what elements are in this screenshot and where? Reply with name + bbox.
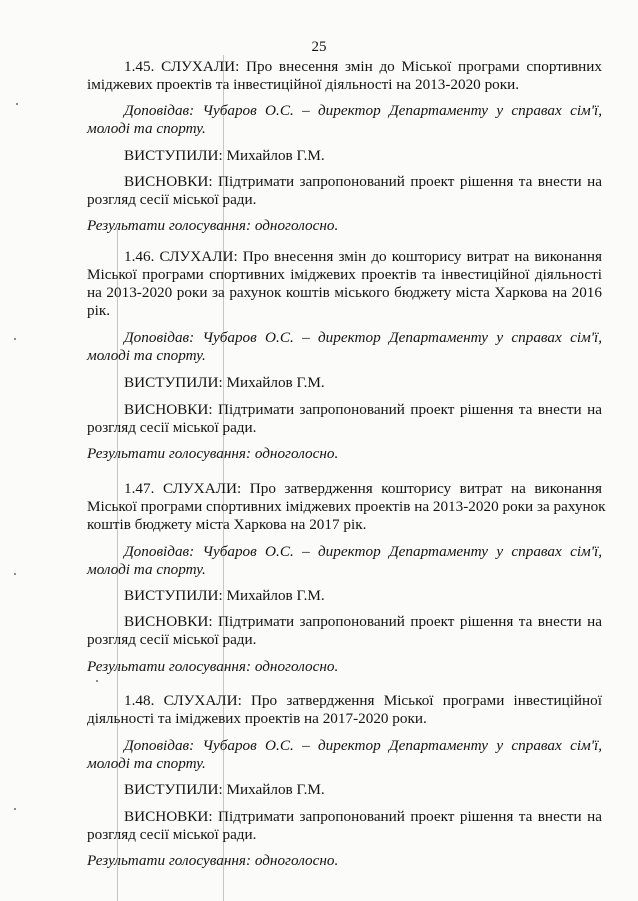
speakers-line: ВИСТУПИЛИ: Михайлов Г.М. (124, 781, 325, 798)
reporter-line: молоді та спорту. (87, 120, 206, 137)
reporter-line: Доповідав: Чубаров О.С. – директор Департаменту у справах сім'ї, (124, 102, 602, 119)
vote-result-line: Результати голосування: одноголосно. (87, 217, 339, 234)
speakers-line: ВИСТУПИЛИ: Михайлов Г.М. (124, 147, 325, 164)
heard-line: на 2013-2020 роки за рахунок коштів міського бюджету міста Харкова на 2016 (87, 284, 602, 301)
heard-line: рік. (87, 302, 110, 319)
speakers-line: ВИСТУПИЛИ: Михайлов Г.М. (124, 374, 325, 391)
heard-line: 1.45. СЛУХАЛИ: Про внесення змін до Міської програми спортивних (124, 58, 602, 75)
conclusion-line: розгляд сесії міської ради. (87, 826, 257, 843)
scan-artifact-dot (14, 573, 16, 575)
vote-result-line: Результати голосування: одноголосно. (87, 852, 339, 869)
scan-artifact-dot (14, 338, 16, 340)
conclusion-line: ВИСНОВКИ: Підтримати запропонований проект рішення та внести на (124, 613, 602, 630)
scan-artifact-dot (96, 680, 98, 682)
heard-line: 1.46. СЛУХАЛИ: Про внесення змін до кошторису витрат на виконання (124, 248, 602, 265)
speakers-line: ВИСТУПИЛИ: Михайлов Г.М. (124, 587, 325, 604)
reporter-line: молоді та спорту. (87, 347, 206, 364)
scan-artifact-dot (14, 808, 16, 810)
conclusion-line: розгляд сесії міської ради. (87, 419, 257, 436)
reporter-line: Доповідав: Чубаров О.С. – директор Департаменту у справах сім'ї, (124, 329, 602, 346)
scan-artifact-dot (16, 103, 18, 105)
heard-line: 1.48. СЛУХАЛИ: Про затвердження Міської програми інвестиційної (124, 692, 602, 709)
conclusion-line: ВИСНОВКИ: Підтримати запропонований проект рішення та внести на (124, 808, 602, 825)
page-number: 25 (311, 39, 327, 55)
conclusion-line: ВИСНОВКИ: Підтримати запропонований проект рішення та внести на (124, 173, 602, 190)
heard-line: іміджевих проектів та інвестиційної діяльності на 2013-2020 роки. (87, 76, 520, 93)
conclusion-line: ВИСНОВКИ: Підтримати запропонований проект рішення та внести на (124, 401, 602, 418)
vote-result-line: Результати голосування: одноголосно. (87, 445, 339, 462)
heard-line: Міської програми спортивних іміджевих проектів на 2013-2020 роки за рахунок (87, 498, 606, 515)
conclusion-line: розгляд сесії міської ради. (87, 191, 257, 208)
reporter-line: молоді та спорту. (87, 561, 206, 578)
heard-line: діяльності та іміджевих проектів на 2017-2020 роки. (87, 710, 427, 727)
reporter-line: Доповідав: Чубаров О.С. – директор Департаменту у справах сім'ї, (124, 737, 602, 754)
conclusion-line: розгляд сесії міської ради. (87, 631, 257, 648)
reporter-line: Доповідав: Чубаров О.С. – директор Департаменту у справах сім'ї, (124, 543, 602, 560)
reporter-line: молоді та спорту. (87, 755, 206, 772)
heard-line: Міської програми спортивних іміджевих проектів та інвестиційної діяльності (87, 266, 602, 283)
heard-line: коштів бюджету міста Харкова на 2017 рік. (87, 516, 367, 533)
vote-result-line: Результати голосування: одноголосно. (87, 658, 339, 675)
heard-line: 1.47. СЛУХАЛИ: Про затвердження кошторису витрат на виконання (124, 480, 602, 497)
